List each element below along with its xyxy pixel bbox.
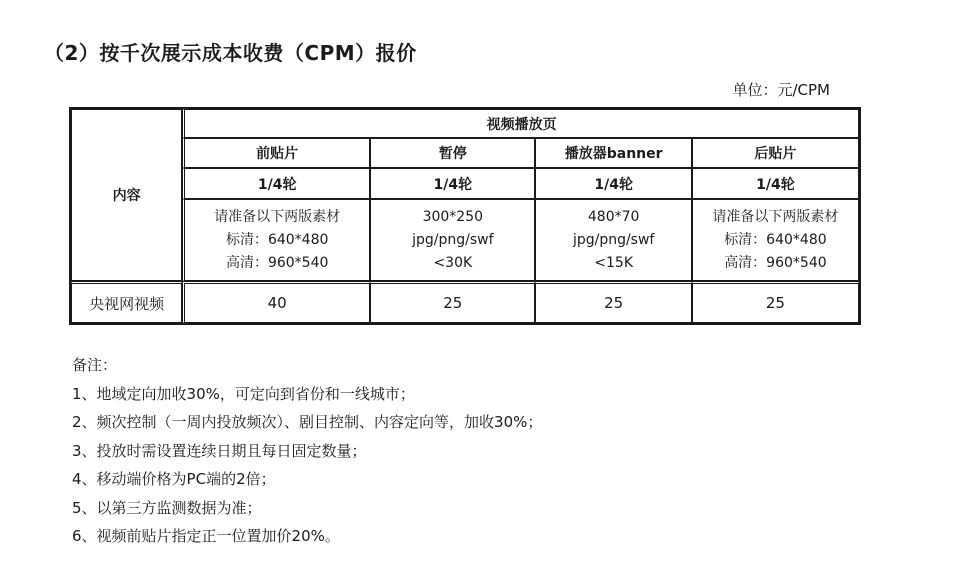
- row-header-cell: 内容: [71, 109, 182, 281]
- table-row: [71, 281, 859, 323]
- note-item: 2、频次控制（一周内投放频次）、剧目控制、内容定向等，加收30%；: [72, 413, 543, 431]
- price-cell: 25: [370, 281, 535, 323]
- note-item: 4、移动端价格为PC端的2倍；: [72, 470, 276, 488]
- rotation-cell: 1/4轮: [535, 168, 691, 199]
- column-header-pause: 暂停: [370, 138, 535, 168]
- spec-line: 请准备以下两版素材: [214, 208, 341, 225]
- page-title: （2）按千次展示成本收费（CPM）报价: [44, 41, 417, 65]
- spec-line: 480*70: [587, 208, 640, 225]
- unit-label: 单位：元/CPM: [732, 81, 830, 99]
- spec-line: <30K: [433, 254, 473, 271]
- spec-cell: [692, 199, 859, 281]
- column-header-preroll: 前贴片: [182, 138, 370, 168]
- spec-line: 高清：960*540: [724, 254, 827, 271]
- note-item: 3、投放时需设置连续日期且每日固定数量；: [72, 441, 367, 460]
- pricing-table: [69, 107, 861, 325]
- rotation-cell: 1/4轮: [692, 168, 859, 199]
- spec-cell: [370, 199, 535, 281]
- group-header-cell: 视频播放页: [182, 109, 859, 138]
- spec-line: 标清：640*480: [724, 231, 827, 248]
- spec-line: <15K: [594, 254, 634, 271]
- row-label-cell: 央视网视频: [71, 281, 182, 323]
- spec-line: jpg/png/swf: [572, 231, 655, 248]
- rotation-cell: 1/4轮: [370, 168, 535, 199]
- price-cell: 40: [182, 281, 370, 323]
- note-item: 6、视频前贴片指定正一位置加价20%。: [72, 527, 340, 545]
- note-item: 1、地域定向加收30%，可定向到省份和一线城市；: [72, 384, 415, 403]
- spec-line: jpg/png/swf: [412, 231, 494, 248]
- rotation-cell: 1/4轮: [182, 168, 370, 199]
- notes-section: [72, 351, 542, 551]
- spec-line: 高清：960*540: [225, 254, 329, 271]
- price-cell: 25: [535, 281, 691, 323]
- price-cell: 25: [692, 281, 859, 323]
- spec-cell: [182, 199, 370, 281]
- notes-heading: 备注：: [72, 356, 118, 374]
- column-header-postroll: 后贴片: [692, 138, 859, 168]
- column-header-banner: 播放器banner: [535, 138, 691, 168]
- spec-line: 标清：640*480: [225, 231, 329, 248]
- spec-line: 300*250: [422, 208, 484, 225]
- spec-line: 请准备以下两版素材: [712, 208, 839, 225]
- spec-cell: [535, 199, 691, 281]
- note-item: 5、以第三方监测数据为准；: [72, 498, 262, 517]
